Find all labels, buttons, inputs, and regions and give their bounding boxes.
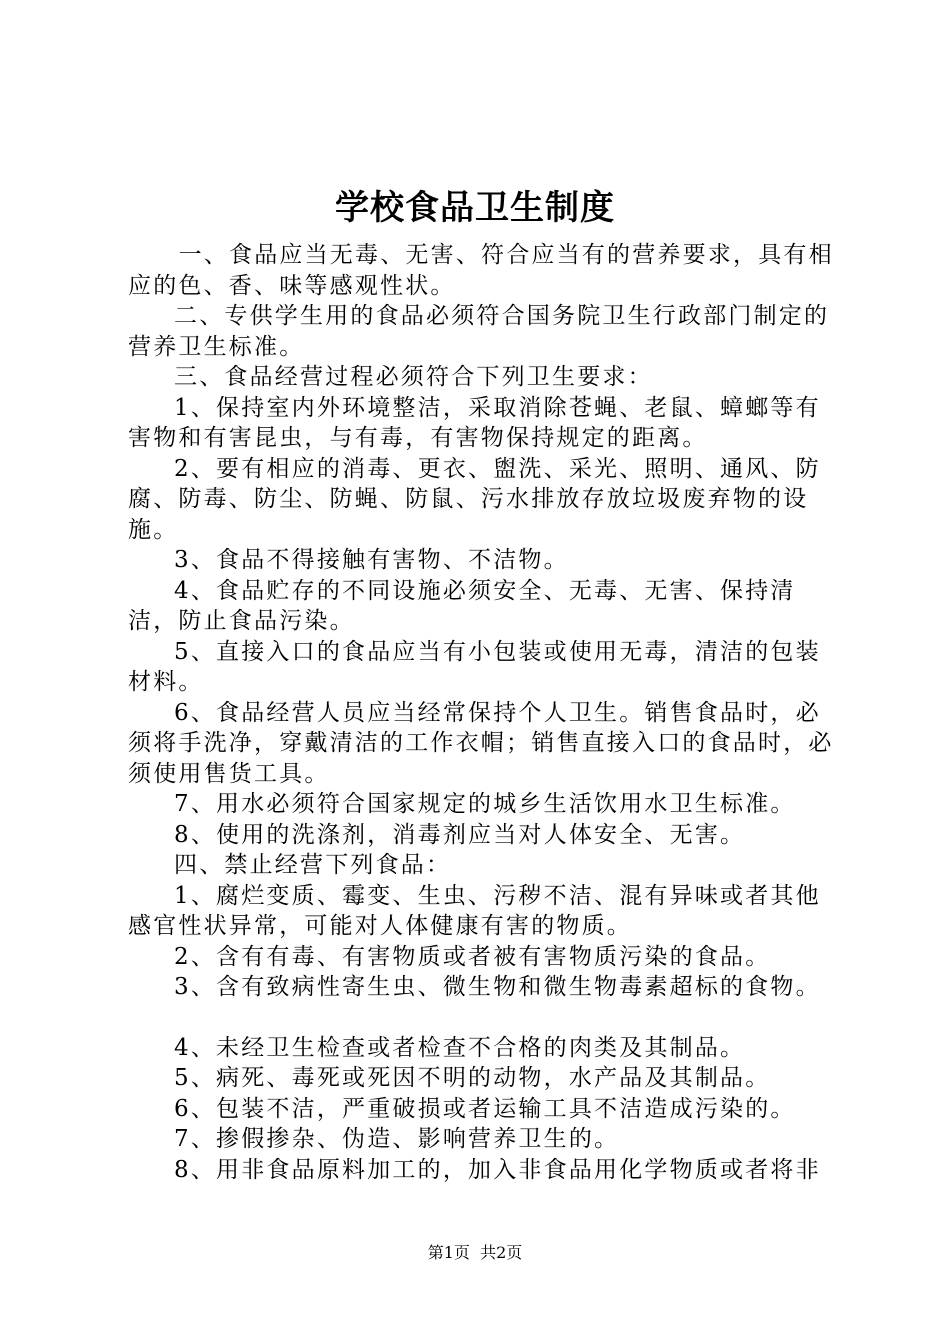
blank-line: [128, 1003, 840, 1033]
paragraph: 8、用非食品原料加工的，加入非食品用化学物质或者将非: [174, 1156, 821, 1183]
paragraph: 2、要有相应的消毒、更衣、盥洗、采光、照明、通风、防腐、防毒、防尘、防蝇、防鼠、污水排放存放垃圾废弃物的设施。: [128, 455, 821, 543]
paragraph: 3、食品不得接触有害物、不洁物。: [174, 547, 569, 573]
page-number-label: 第1页 共2页: [427, 1243, 523, 1262]
paragraph: 1、腐烂变质、霉变、生虫、污秽不洁、混有异味或者其他感官性状异常，可能对人体健康有害的物质。: [128, 882, 821, 939]
paragraph: 7、用水必须符合国家规定的城乡生活饮用水卫生标准。: [174, 791, 796, 817]
page-footer: [0, 1241, 950, 1265]
paragraph: 6、包装不洁，严重破损或者运输工具不洁造成污染的。: [174, 1095, 796, 1122]
paragraph: 8、使用的洗涤剂，消毒剂应当对人体安全、无害。: [174, 821, 746, 848]
paragraph: 6、食品经营人员应当经常保持个人卫生。销售食品时，必须将手洗净，穿戴清洁的工作衣帽；销售直接入口的食品时，必须使用售货工具。: [128, 699, 834, 787]
document-body: [128, 240, 840, 1185]
paragraph: 4、未经卫生检查或者检查不合格的肉类及其制品。: [174, 1034, 746, 1061]
paragraph: 5、直接入口的食品应当有小包装或使用无毒，清洁的包装材料。: [128, 638, 821, 695]
document-title: 学校食品卫生制度: [335, 188, 615, 228]
paragraph: 二、专供学生用的食品必须符合国务院卫生行政部门制定的营养卫生标准。: [128, 303, 830, 360]
paragraph: 7、掺假掺杂、伪造、影响营养卫生的。: [174, 1126, 620, 1152]
paragraph: 2、含有有毒、有害物质或者被有害物质污染的食品。: [174, 943, 771, 970]
paragraph: 三、食品经营过程必须符合下列卫生要求：: [174, 364, 653, 390]
paragraph: 5、病死、毒死或死因不明的动物，水产品及其制品。: [174, 1065, 771, 1091]
paragraph: 3、含有致病性寄生虫、微生物和微生物毒素超标的食物。: [174, 974, 821, 1000]
paragraph: 四、禁止经营下列食品：: [174, 852, 452, 878]
paragraph: 一、食品应当无毒、无害、符合应当有的营养要求，具有相应的色、香、味等感观性状。: [128, 242, 834, 299]
paragraph: 4、食品贮存的不同设施必须安全、无毒、无害、保持清洁，防止食品污染。: [128, 577, 796, 634]
paragraph: 1、保持室内外环境整洁，采取消除苍蝇、老鼠、蟑螂等有害物和有害昆虫，与有毒，有害物保持规定的距离。: [128, 394, 821, 451]
